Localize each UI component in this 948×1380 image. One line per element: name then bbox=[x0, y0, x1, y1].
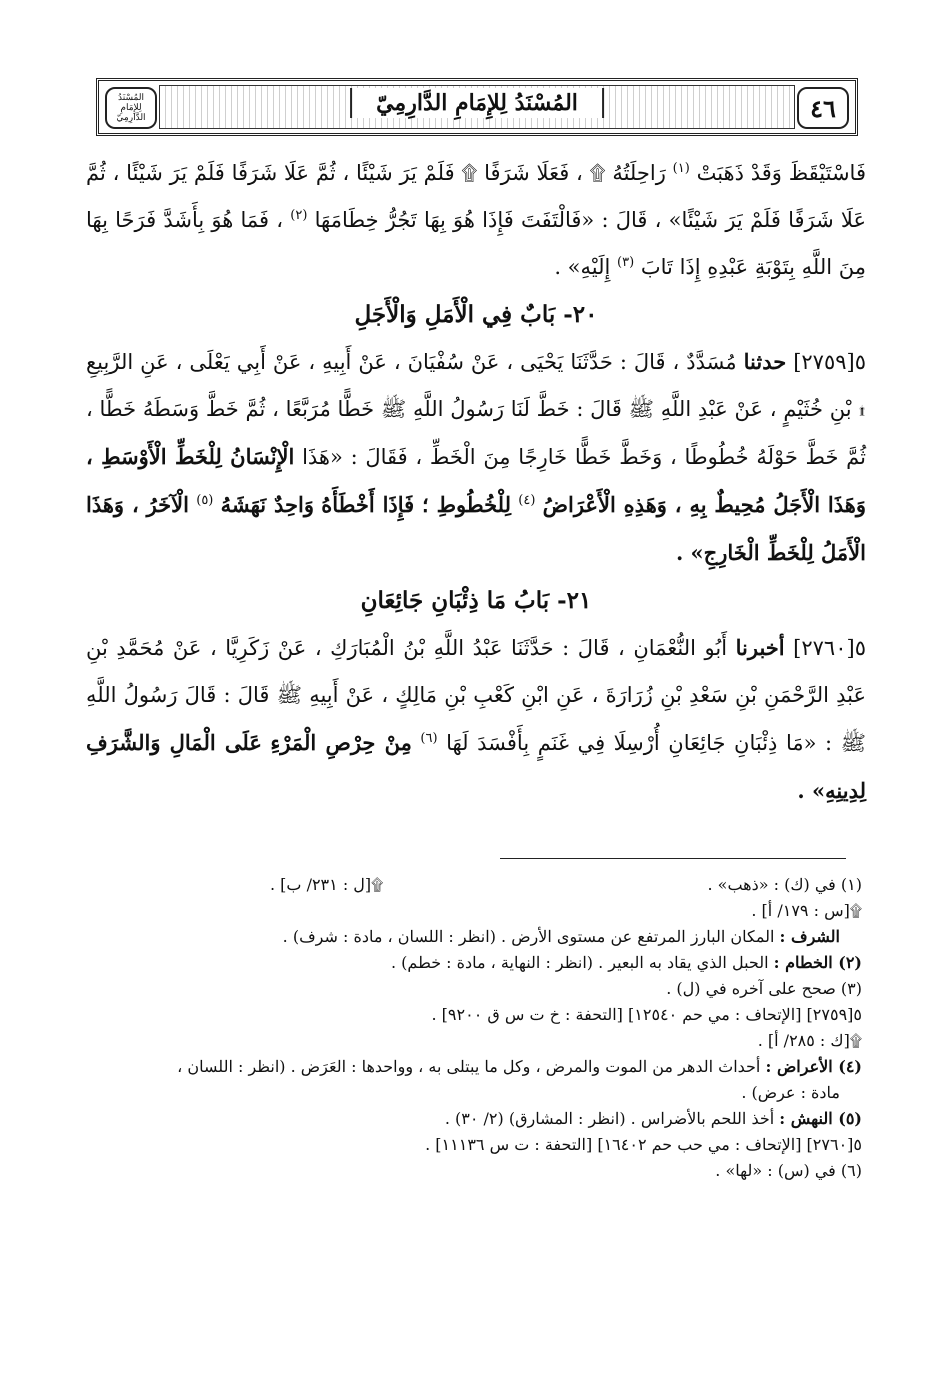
running-title: المُسْنَدُ لِلإِمَامِ الدَّارِمِيّ bbox=[350, 88, 604, 118]
footnote: المكان البارز المرتفع عن مستوى الأرض . (انظر : اللسان ، مادة : شرف) . bbox=[282, 927, 775, 946]
footnote-row bbox=[150, 1028, 862, 1054]
text-line: عَلَى الْمَالِ وَالشَّرَفِ لِدِينِهِ» . bbox=[86, 730, 866, 803]
text-line: مُسَدَّدٌ ، قَالَ : حَدَّثَنَا يَحْيَى ، عَنْ سُفْيَانَ ، عَنْ أَبِيهِ ، عَنْ أَبِي يَعْلَى ، عَنِ bbox=[140, 350, 737, 374]
footnote: أحداث الدهر من الموت والمرض ، وكل ما يبتلى به ، وواحدها : العَرَض . (انظر : اللسان ، bbox=[177, 1057, 761, 1076]
footnote-row bbox=[150, 872, 862, 898]
footnote-row bbox=[150, 1132, 862, 1158]
text-line: وَاحِدٌ نَهَشَهُ bbox=[220, 492, 314, 517]
footnote: أخذ اللحم بالأضراس . (انظر : المشارق) (٢/ ٣٠) . bbox=[444, 1109, 775, 1128]
transmission-word: أخبرنا bbox=[735, 635, 785, 660]
text-line: ، فَمَا هُوَ بِأَشَدَّ bbox=[163, 208, 284, 232]
hadith-2759 bbox=[86, 338, 866, 577]
footnote-row bbox=[150, 1158, 862, 1184]
footnote-marker: (٢) bbox=[290, 208, 308, 223]
text-line: الْإِنْسَانُ لِلْخَطِّ الْأَوْسَطِ ، وَهَذَا الْأَجَلُ مُحِيطٌ بِهِ ، وَهَذِهِ الْأَعْرَاضُ bbox=[86, 444, 867, 517]
footnote-row bbox=[150, 950, 862, 976]
page-number: ٤٦ bbox=[797, 87, 849, 129]
footnote-row bbox=[150, 1054, 862, 1080]
hadith-number: ٥[٢٧٦٠] bbox=[793, 636, 866, 660]
footnote-term: (٢) الخطام : bbox=[773, 953, 862, 972]
footnote-row bbox=[150, 1002, 862, 1028]
paragraph-continued bbox=[86, 150, 866, 291]
footnote-row bbox=[150, 976, 862, 1002]
text-line: أَبُو النُّعْمَانِ ، قَالَ : حَدَّثَنَا عَبْدُ اللَّهِ بْنُ الْمُبَارَكِ ، عَنْ زَكَرِيَّا ، عَنْ bbox=[172, 636, 728, 660]
footnote-row bbox=[150, 1106, 862, 1132]
footnote-marker: (١) bbox=[672, 161, 690, 176]
book-seal-logo bbox=[105, 87, 157, 129]
footnote: (١) في (ك) : «ذهب» . bbox=[707, 875, 862, 894]
text-line: مِنْ حِرْصِ الْمَرْءِ bbox=[270, 730, 412, 755]
manuscript-ref: ۩[ك : ٢٨٥/ أ] . bbox=[757, 1031, 862, 1050]
chapter-heading-21: ٢١- بَابُ مَا ذِئْبَانِ جَائِعَانِ bbox=[360, 587, 592, 614]
footnote-row bbox=[150, 1080, 862, 1106]
takhrij-ref: ٥[٢٧٥٩] [الإتحاف : مي حم ١٢٥٤٠] [التحفة : خ ت س ق ٩٢٠٠] . bbox=[431, 1005, 862, 1024]
footnote-term: (٤) الأعراض : bbox=[765, 1057, 862, 1076]
footnote-term: (٥) النهش : bbox=[779, 1109, 862, 1128]
text-line: ثُمَّ عَلَا شَرَفًا فَلَمْ يَرَ شَيْئًا» ، قَالَ : «فَالْتَفَتَ فَإِذَا هُوَ بِهَا تَجُرُّ خِطَامَهَا bbox=[86, 161, 866, 232]
takhrij-ref: ٥[٢٧٦٠] [الإتحاف : مي حب حم ١٦٤٠٢] [التحفة : ت س ١١١٣٦] . bbox=[425, 1135, 862, 1154]
text-line: إِلَيْهِ» . bbox=[554, 255, 611, 279]
transmission-word: حدثنا bbox=[743, 349, 787, 374]
text-line: مُحَمَّدِ بْنِ عَبْدِ الرَّحْمَنِ بْنِ سَعْدِ بْنِ زُرَارَةَ ، عَنِ ابْنِ كَعْبِ بْنِ مَالِكٍ ، عَنْ أَبِيهِ ﷺ bbox=[86, 636, 867, 707]
page-header bbox=[96, 78, 858, 136]
text-line: فَرَحًا بِهَا مِنَ اللَّهِ بِتَوْبَةِ عَبْدِهِ إِذَا تَابَ bbox=[86, 208, 866, 279]
text-line: رَاحِلَتُهُ ۩ ، فَعَلَا شَرَفًا ۩ فَلَمْ يَرَ شَيْئًا ، ثُمَّ عَلَا شَرَفًا فَلَمْ يَرَ شَيْئًا ، bbox=[112, 161, 666, 185]
footnote: مادة : عرض) . bbox=[741, 1083, 840, 1102]
footnote-marker: (٦) bbox=[420, 731, 438, 746]
footnote-marker: (٤) bbox=[518, 493, 536, 508]
footnote-marker: (٣) bbox=[617, 255, 635, 270]
text-line: فَاسْتَيْقَظَ وَقَدْ ذَهَبَتْ bbox=[696, 161, 866, 185]
chapter-heading-20: ٢٠- بَابٌ فِي الْأَمَلِ وَالْأَجَلِ bbox=[354, 301, 598, 328]
footnote-divider bbox=[500, 858, 846, 859]
manuscript-ref: ۩[ل : ٢٣١/ ب] . bbox=[270, 875, 384, 894]
footnote: (٦) في (س) : «لها» . bbox=[715, 1161, 862, 1180]
text-line: قَالَ : قَالَ رَسُولُ اللَّهِ ﷺ : «مَا ذِئْبَانِ جَائِعَانِ أُرْسِلَا فِي غَنَمٍ بِأَفْسَدَ لَهَا bbox=[86, 683, 866, 755]
footnote-marker: (٥) bbox=[196, 493, 214, 508]
footnote-term: الشرف : bbox=[779, 927, 840, 946]
footnote: (٣) صحح على آخره في (ل) . bbox=[666, 979, 862, 998]
footnote-row bbox=[150, 924, 862, 950]
text-line: الرَّبِيعِ ۩ بْنِ خُثَيْمٍ ، عَنْ عَبْدِ اللَّهِ ﷺ قَالَ : خَطَّ لَنَا رَسُولُ اللَّهِ ﷺ خَطًّا مُرَبَّعًا ، ثُمَّ bbox=[86, 350, 866, 421]
text-line: لِلْخُطُوطِ ؛ فَإِذَا أَخْطَأَهُ bbox=[321, 492, 512, 517]
hadith-number: ٥[٢٧٥٩] bbox=[793, 350, 866, 374]
text-line: خَطَّ وَسَطَهُ خَطًّا ، ثُمَّ خَطَّ حَوْلَهُ خُطُوطًا ، وَخَطَّ خَطًّا خَارِجًا مِنَ الْخَطِّ ، فَقَالَ : «هَذَا bbox=[86, 397, 866, 469]
footnotes bbox=[150, 872, 862, 1184]
footnote-row bbox=[150, 898, 862, 924]
footnote: الحبل الذي يقاد به البعير . (انظر : النهاية ، مادة : خطم) . bbox=[391, 953, 769, 972]
main-text bbox=[86, 150, 866, 815]
manuscript-ref: ۩[س : ١٧٩/ أ] . bbox=[751, 901, 862, 920]
text-line: الْآخَرُ ، وَهَذَا الْأَمَلُ لِلْخَطِّ الْخَارِجِ» . bbox=[86, 492, 866, 565]
seal-text: المُسْنَدُ لِلإِمَامِ الدَّارِمِيّ bbox=[116, 93, 146, 123]
hadith-2760 bbox=[86, 624, 866, 815]
